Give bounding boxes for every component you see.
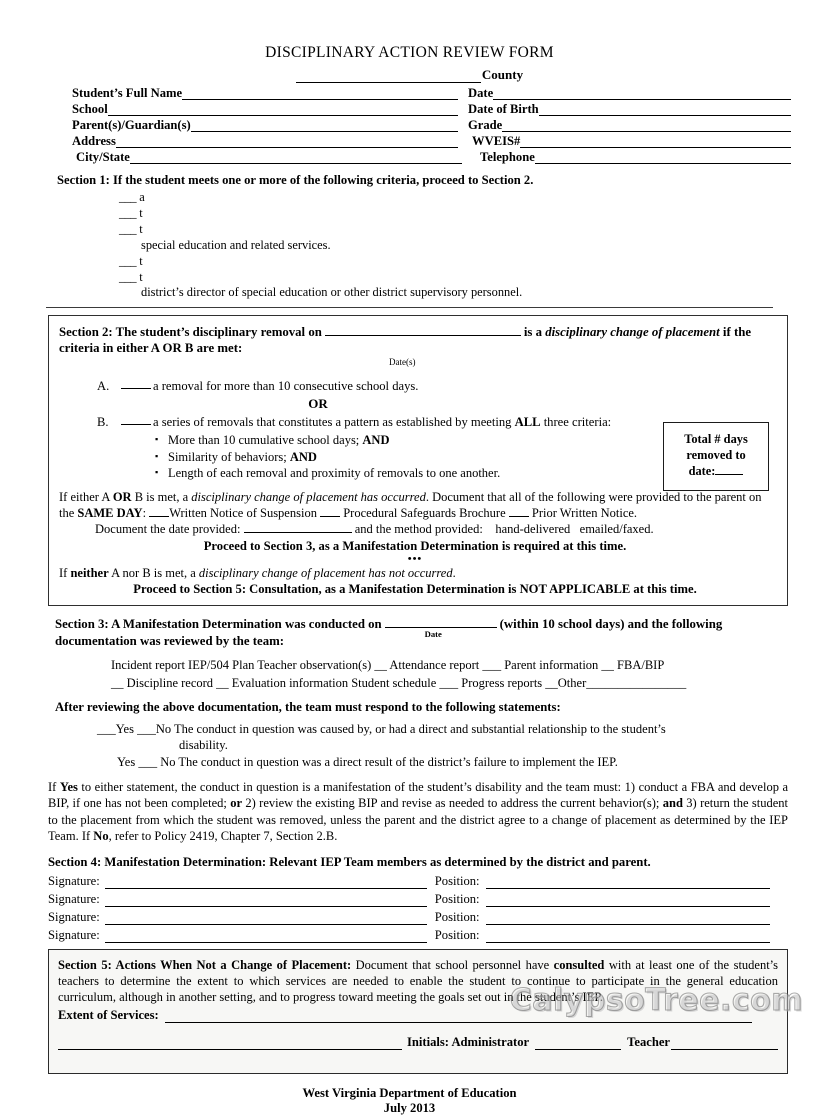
header-row bbox=[72, 149, 791, 164]
header-row bbox=[72, 85, 791, 100]
checkbox-blank-line[interactable]: ___ bbox=[119, 222, 137, 237]
removal-date-input-line[interactable] bbox=[325, 323, 521, 336]
date-caption: Date bbox=[424, 629, 442, 640]
page-title: DISCIPLINARY ACTION REVIEW FORM bbox=[265, 44, 554, 61]
met-text-d: the parent on the bbox=[59, 489, 762, 521]
field-input-line[interactable] bbox=[539, 103, 791, 116]
field-date-of-birth bbox=[468, 103, 791, 116]
or-separator: OR bbox=[308, 396, 328, 412]
if-yes-d: 3) return the student to the placement from which the student was removed, unless the parent and the district agree to a change of placement as determined by the IEP Team. If bbox=[48, 796, 789, 843]
bullet-bold: AND bbox=[289, 449, 317, 464]
header-row bbox=[72, 117, 791, 132]
prior-notice-checkbox[interactable] bbox=[509, 506, 529, 517]
signature-label: Signature: bbox=[48, 909, 100, 924]
total-box-line1: Total # days bbox=[684, 432, 748, 447]
position-label: Position: bbox=[434, 909, 480, 924]
field-input-line[interactable] bbox=[520, 135, 791, 148]
neither-bold: neither bbox=[70, 565, 109, 580]
option-b-text-post: three criteria: bbox=[543, 415, 612, 430]
if-yes-bold-yes: Yes bbox=[59, 780, 78, 795]
position-input-line[interactable] bbox=[486, 930, 770, 943]
option-a-checkbox-line[interactable] bbox=[121, 379, 151, 389]
bullet-item bbox=[155, 465, 777, 482]
extent-of-services-label: Extent of Services: bbox=[58, 1007, 159, 1022]
field-label: Date of Birth bbox=[468, 102, 539, 116]
documentation-row-1[interactable]: Incident report IEP/504 Plan Teacher observation(s) __ Attendance report ___ Parent information __ FBA/BIP bbox=[111, 658, 665, 673]
signature-input-line[interactable] bbox=[105, 930, 427, 943]
signature-input-line[interactable] bbox=[105, 894, 427, 907]
stars-separator: ••• bbox=[407, 552, 423, 565]
option-a-letter: A. bbox=[97, 379, 110, 394]
proceed-to-section-3: Proceed to Section 3, as a Manifestation Determination is required at this time. bbox=[203, 538, 627, 553]
field-input-line[interactable] bbox=[493, 87, 791, 100]
field-date bbox=[468, 87, 791, 100]
extent-of-services-input-line-2[interactable] bbox=[58, 1037, 402, 1050]
neither-text-a: If bbox=[59, 565, 68, 580]
neither-italic: disciplinary change of placement has not occurred bbox=[198, 565, 453, 580]
if-yes-b: to either statement, the conduct in question is a manifestation of the student’s disability and the team must: 1) conduct a FBA and develop a BIP, if one has not been completed; bbox=[48, 780, 789, 811]
met-bold-sameday: SAME DAY bbox=[77, 506, 143, 521]
signature-row bbox=[48, 926, 788, 943]
date-caption: Date(s) bbox=[389, 357, 416, 368]
checkbox-blank-line[interactable]: ___ bbox=[119, 190, 137, 204]
section-5-paragraph bbox=[58, 957, 778, 1006]
field-input-line[interactable] bbox=[116, 135, 458, 148]
if-yes-e: , refer to Policy 2419, Chapter 7, Section 2.B. bbox=[108, 828, 338, 843]
total-box-line2: removed to bbox=[686, 448, 746, 463]
section-2-options bbox=[59, 378, 777, 482]
option-b-letter: B. bbox=[97, 415, 109, 430]
county-input-line[interactable] bbox=[296, 69, 481, 83]
section-5-heading: Section 5: Actions When Not a Change of Placement: bbox=[58, 957, 352, 972]
section-1-criterion-5 bbox=[57, 270, 789, 300]
field-label: Grade bbox=[468, 118, 503, 132]
teacher-initials-input-line[interactable] bbox=[671, 1037, 778, 1050]
section-4-heading: Section 4: Manifestation Determination: Relevant IEP Team members as determined by the district and parent. bbox=[48, 854, 651, 869]
field-input-line[interactable] bbox=[108, 103, 458, 116]
method-emailed-faxed[interactable]: emailed/faxed. bbox=[579, 522, 654, 537]
signature-row bbox=[48, 890, 788, 907]
statement-2 bbox=[55, 754, 788, 770]
option-b-bullets bbox=[59, 432, 777, 482]
document-date-row bbox=[59, 521, 777, 537]
neither-paragraph bbox=[59, 565, 777, 581]
field-label: School bbox=[72, 102, 108, 116]
documentation-row-2[interactable]: __ Discipline record __ Evaluation information Student schedule ___ Progress reports __Other________________ bbox=[111, 676, 687, 691]
section-1-criterion-4 bbox=[57, 254, 789, 269]
bullet-item bbox=[155, 432, 777, 449]
section-divider bbox=[46, 307, 773, 308]
signature-input-line[interactable] bbox=[105, 876, 427, 889]
total-box-line3: date: bbox=[688, 464, 716, 479]
county-label: County bbox=[481, 67, 524, 82]
field-input-line[interactable] bbox=[502, 119, 791, 132]
field-parents-guardians bbox=[72, 119, 468, 132]
if-yes-bold-and: and bbox=[662, 796, 683, 811]
manifestation-date-input-line[interactable] bbox=[385, 615, 497, 640]
field-school bbox=[72, 103, 468, 116]
statement-1 bbox=[55, 721, 788, 753]
position-input-line[interactable] bbox=[486, 894, 770, 907]
section-1 bbox=[0, 173, 819, 300]
section-3 bbox=[55, 615, 788, 770]
signature-input-line[interactable] bbox=[105, 912, 427, 925]
field-input-line[interactable] bbox=[182, 87, 458, 100]
field-input-line[interactable] bbox=[535, 151, 791, 164]
after-review-heading: After reviewing the above documentation, the team must respond to the following statements: bbox=[55, 700, 561, 715]
field-label: WVEIS# bbox=[472, 134, 521, 148]
met-text-f: Procedural Safeguards Brochure bbox=[343, 506, 506, 521]
documentation-checklist bbox=[55, 656, 788, 692]
header-fields bbox=[0, 85, 819, 164]
position-input-line[interactable] bbox=[486, 912, 770, 925]
position-label: Position: bbox=[434, 873, 480, 888]
field-student-full-name bbox=[72, 87, 468, 100]
position-label: Position: bbox=[434, 891, 480, 906]
signature-row bbox=[48, 872, 788, 889]
if-yes-bold-no: No bbox=[93, 828, 109, 843]
criterion-text-continued: special education and related services. bbox=[141, 237, 331, 252]
section-2-heading-part-d: criteria in either A OR B are met: bbox=[59, 341, 243, 356]
checkbox-blank-line[interactable]: ___ bbox=[119, 270, 137, 285]
checkbox-blank-line[interactable]: ___ bbox=[119, 253, 137, 268]
county-field-row bbox=[0, 67, 819, 83]
criterion-text: a bbox=[139, 190, 145, 204]
section-2-heading-part-a: Section 2: The student’s disciplinary removal on bbox=[59, 325, 322, 340]
section-5 bbox=[48, 949, 788, 1074]
header-row bbox=[72, 101, 791, 116]
section-2-heading bbox=[59, 323, 777, 370]
neither-period: . bbox=[452, 565, 456, 580]
position-input-line[interactable] bbox=[486, 876, 770, 889]
footer-line-2: July 2013 bbox=[383, 1100, 436, 1115]
field-grade bbox=[468, 119, 791, 132]
bullet-item bbox=[155, 449, 777, 466]
document-date-input-line[interactable] bbox=[244, 521, 352, 533]
field-wveis-number bbox=[468, 135, 791, 148]
field-label: Date bbox=[468, 86, 494, 100]
if-yes-bold-or: or bbox=[230, 796, 243, 811]
section-1-criterion-1 bbox=[57, 190, 789, 205]
field-input-line[interactable] bbox=[130, 151, 462, 164]
field-label: Telephone bbox=[480, 150, 535, 164]
field-label: Parent(s)/Guardian(s) bbox=[72, 118, 191, 132]
signature-label: Signature: bbox=[48, 891, 100, 906]
section-5-spacer bbox=[58, 1050, 778, 1064]
neither-text-b: A nor B is met, a bbox=[111, 565, 196, 580]
written-notice-checkbox[interactable] bbox=[149, 506, 169, 517]
option-b-text-pre: a series of removals that constitutes a pattern as established by meeting bbox=[153, 415, 512, 430]
footer-line-1: West Virginia Department of Education bbox=[302, 1085, 517, 1100]
safeguards-checkbox[interactable] bbox=[320, 506, 340, 517]
bullet-text: Similarity of behaviors; bbox=[168, 449, 287, 464]
met-text-g: Prior Written Notice. bbox=[531, 506, 638, 521]
section-4 bbox=[48, 855, 788, 943]
document-date-label: Document the date provided: bbox=[95, 522, 241, 537]
section-2-heading-part-b: is a bbox=[523, 325, 542, 340]
statement-1-text[interactable]: ___Yes ___No The conduct in question was caused by, or had a direct and substantial relationship to the student’s bbox=[97, 722, 666, 737]
if-yes-c: 2) review the existing BIP and revise as needed to address the current behavior(s); bbox=[245, 796, 660, 811]
if-yes-a: If bbox=[48, 780, 57, 795]
criterion-text: t bbox=[139, 206, 143, 221]
met-text-c: . Document that all of the following were provided to bbox=[425, 489, 694, 504]
initials-administrator-label: Initials: Administrator bbox=[407, 1034, 530, 1049]
met-paragraph bbox=[59, 489, 777, 521]
section-1-criterion-2 bbox=[57, 206, 789, 221]
section-2 bbox=[48, 315, 788, 606]
section-3-heading-part-b: (within 10 school days) and the following bbox=[499, 617, 723, 632]
field-label: Address bbox=[72, 134, 116, 148]
section-5-body-b: with at least one of the student’s teachers to determine the extent to which services are needed to enable the student to continue to participate in the general education curriculum, although in another setting, and to progress toward meeting the goals set out in the student’s IEP. bbox=[58, 957, 779, 1005]
signature-label: Signature: bbox=[48, 873, 100, 888]
met-text-b: B is met, a bbox=[134, 489, 189, 504]
criterion-text-continued: district’s director of special education or other district supervisory personnel. bbox=[141, 285, 523, 300]
section-3-heading-part-a: Section 3: A Manifestation Determination was conducted on bbox=[55, 617, 382, 632]
criterion-text: t bbox=[139, 253, 143, 268]
field-label: City/State bbox=[76, 150, 130, 164]
met-text-a: If either A bbox=[59, 489, 110, 504]
option-b-bold: ALL bbox=[514, 415, 541, 430]
criterion-text: t bbox=[139, 270, 143, 285]
field-address bbox=[72, 135, 468, 148]
field-input-line[interactable] bbox=[191, 119, 458, 132]
section-2-heading-italic: disciplinary change of placement bbox=[545, 325, 720, 340]
administrator-initials-input-line[interactable] bbox=[535, 1037, 621, 1050]
method-hand-delivered[interactable]: hand-delivered bbox=[495, 522, 571, 537]
teacher-label: Teacher bbox=[627, 1034, 671, 1049]
statement-2-text[interactable]: Yes ___ No The conduct in question was a direct result of the district’s failure to implement the IEP. bbox=[117, 755, 618, 770]
criterion-text: t bbox=[139, 222, 143, 237]
section-3-heading bbox=[55, 615, 788, 649]
extent-of-services-row bbox=[58, 1007, 778, 1023]
section-2-heading-part-c: if the bbox=[722, 325, 751, 340]
bullet-bold: AND bbox=[362, 433, 390, 448]
section-1-heading: Section 1: If the student meets one or more of the following criteria, proceed to Section 2. bbox=[57, 173, 534, 187]
bullet-text: Length of each removal and proximity of removals to one another. bbox=[168, 466, 501, 481]
statement-1-continued: disability. bbox=[179, 738, 228, 753]
section-5-body-a: Document that school personnel have bbox=[355, 957, 550, 972]
if-yes-paragraph bbox=[48, 779, 788, 844]
checkbox-blank-line[interactable]: ___ bbox=[119, 206, 137, 221]
extent-of-services-input-line[interactable] bbox=[165, 1010, 752, 1023]
section-1-criterion-3 bbox=[57, 222, 789, 252]
header-row bbox=[72, 133, 791, 148]
option-a-row bbox=[59, 378, 777, 395]
document-footer bbox=[0, 1086, 819, 1116]
field-label: Student’s Full Name bbox=[72, 86, 183, 100]
option-a-text: a removal for more than 10 consecutive school days. bbox=[153, 379, 419, 394]
section-2-body bbox=[59, 489, 777, 597]
field-city-state bbox=[72, 151, 472, 164]
method-label: and the method provided: bbox=[354, 522, 483, 537]
field-telephone bbox=[472, 151, 791, 164]
option-b-checkbox-line[interactable] bbox=[121, 415, 151, 425]
bullet-text: More than 10 cumulative school days; bbox=[168, 433, 360, 448]
met-bold-or: OR bbox=[112, 489, 132, 504]
section-5-bold-consulted: consulted bbox=[553, 957, 605, 972]
position-label: Position: bbox=[434, 927, 480, 942]
signature-label: Signature: bbox=[48, 927, 100, 942]
met-text-e: Written Notice of Suspension bbox=[169, 506, 317, 521]
met-italic: disciplinary change of placement has occurred bbox=[191, 489, 426, 504]
signature-row bbox=[48, 908, 788, 925]
met-colon: : bbox=[142, 506, 147, 521]
proceed-to-section-5: Proceed to Section 5: Consultation, as a Manifestation Determination is NOT APPLICABLE at this time. bbox=[133, 581, 697, 596]
initials-row bbox=[58, 1034, 778, 1050]
section-3-heading-part-c: documentation was reviewed by the team: bbox=[55, 633, 285, 648]
